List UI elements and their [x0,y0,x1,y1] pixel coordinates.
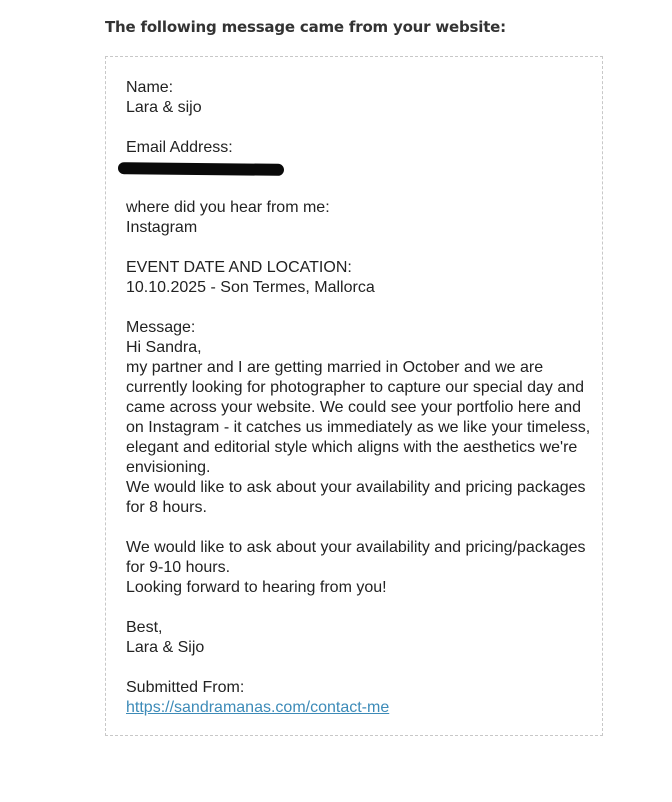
submitted-from-link[interactable]: https://sandramanas.com/contact-me [126,699,390,716]
event-label: EVENT DATE AND LOCATION: [126,259,352,276]
email-intro-heading: The following message came from your website: [105,18,506,36]
spacer [126,598,586,618]
spacer [126,238,586,258]
name-label: Name: [126,79,174,96]
message-line: envisioning. [126,459,211,476]
referral-value: Instagram [126,219,198,236]
message-line: currently looking for photographer to capture our special day and [126,379,585,396]
referral-label: where did you hear from me: [126,199,330,216]
message-line: for 8 hours. [126,499,207,516]
spacer [126,178,586,198]
message-line: Looking forward to hearing from you! [126,579,387,596]
message-line: Lara & Sijo [126,639,205,656]
message-line: Hi Sandra, [126,339,202,356]
message-line: Best, [126,619,163,636]
message-line: We would like to ask about your availability and pricing packages [126,479,586,496]
message-line: my partner and I are getting married in October and we are [126,359,544,376]
message-line: for 9-10 hours. [126,559,231,576]
spacer [126,658,586,678]
message-line: elegant and editorial style which aligns with the aesthetics we're [126,439,578,456]
message-line: We would like to ask about your availability and pricing/packages [126,539,586,556]
message-line: on Instagram - it catches us immediately as we like your timeless, [126,419,591,436]
spacer [126,298,586,318]
message-body [126,338,591,658]
message-content [126,78,591,718]
spacer [126,118,586,138]
message-label: Message: [126,319,196,336]
spacer [126,518,586,538]
event-value: 10.10.2025 - Son Termes, Mallorca [126,279,375,296]
email-address-label: Email Address: [126,139,233,156]
submitted-from-label: Submitted From: [126,679,245,696]
message-line: came across your website. We could see your portfolio here and [126,399,582,416]
message-card [105,56,603,736]
redaction-bar [118,162,284,176]
email-address-redacted [126,158,586,178]
name-value: Lara & sijo [126,99,202,116]
